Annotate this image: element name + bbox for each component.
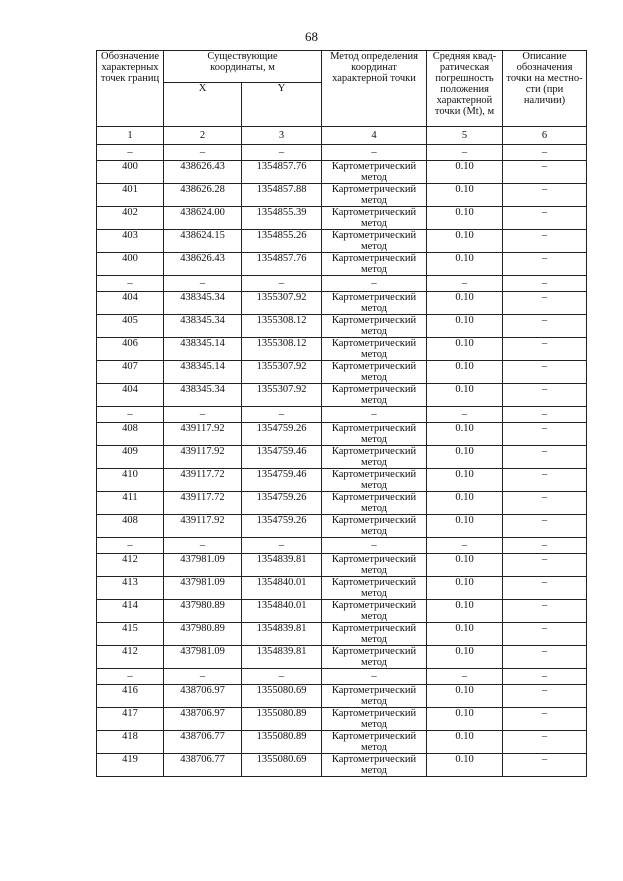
mt-cell: 0.10 (427, 207, 503, 230)
point-id-cell: 404 (97, 384, 164, 407)
separator-cell: – (242, 145, 322, 161)
separator-cell: – (322, 276, 427, 292)
method-cell: Картометрический метод (322, 554, 427, 577)
method-cell: Картометрический метод (322, 646, 427, 669)
table-row (97, 361, 587, 384)
mt-cell: 0.10 (427, 515, 503, 538)
table-row (97, 708, 587, 731)
description-cell: – (503, 623, 587, 646)
mt-cell: 0.10 (427, 361, 503, 384)
x-coordinate-cell: 438345.34 (164, 384, 242, 407)
method-cell: Картометрический метод (322, 685, 427, 708)
x-coordinate-cell: 438626.43 (164, 161, 242, 184)
description-cell: – (503, 685, 587, 708)
header-description: Описание обозначения точки на местно- сти (при наличии) (503, 51, 587, 127)
mt-cell: 0.10 (427, 646, 503, 669)
separator-cell: – (427, 145, 503, 161)
description-cell: – (503, 554, 587, 577)
point-id-cell: 418 (97, 731, 164, 754)
description-cell: – (503, 423, 587, 446)
y-coordinate-cell: 1354840.01 (242, 600, 322, 623)
column-number: 2 (164, 127, 242, 145)
description-cell: – (503, 600, 587, 623)
description-cell: – (503, 731, 587, 754)
y-coordinate-cell: 1355080.69 (242, 754, 322, 777)
point-id-cell: 405 (97, 315, 164, 338)
separator-row (97, 145, 587, 161)
separator-cell: – (164, 145, 242, 161)
table-row (97, 731, 587, 754)
table-body (97, 145, 587, 777)
point-id-cell: 410 (97, 469, 164, 492)
description-cell: – (503, 230, 587, 253)
method-cell: Картометрический метод (322, 338, 427, 361)
x-coordinate-cell: 438706.97 (164, 685, 242, 708)
table-row (97, 161, 587, 184)
method-cell: Картометрический метод (322, 708, 427, 731)
separator-cell: – (242, 276, 322, 292)
y-coordinate-cell: 1355080.89 (242, 708, 322, 731)
column-numbers-row (97, 127, 587, 145)
table-row (97, 423, 587, 446)
separator-cell: – (503, 276, 587, 292)
y-coordinate-cell: 1355307.92 (242, 384, 322, 407)
y-coordinate-cell: 1354759.46 (242, 469, 322, 492)
separator-cell: – (97, 407, 164, 423)
method-cell: Картометрический метод (322, 161, 427, 184)
x-coordinate-cell: 439117.92 (164, 423, 242, 446)
description-cell: – (503, 708, 587, 731)
separator-cell: – (242, 538, 322, 554)
y-coordinate-cell: 1354839.81 (242, 554, 322, 577)
method-cell: Картометрический метод (322, 492, 427, 515)
point-id-cell: 412 (97, 646, 164, 669)
y-coordinate-cell: 1354759.26 (242, 423, 322, 446)
column-number: 3 (242, 127, 322, 145)
x-coordinate-cell: 439117.92 (164, 446, 242, 469)
mt-cell: 0.10 (427, 253, 503, 276)
table-row (97, 253, 587, 276)
separator-cell: – (322, 669, 427, 685)
x-coordinate-cell: 437980.89 (164, 623, 242, 646)
header-y: Y (242, 83, 322, 127)
point-id-cell: 408 (97, 515, 164, 538)
mt-cell: 0.10 (427, 492, 503, 515)
mt-cell: 0.10 (427, 685, 503, 708)
table-row (97, 469, 587, 492)
description-cell: – (503, 292, 587, 315)
table-row (97, 384, 587, 407)
separator-cell: – (427, 407, 503, 423)
x-coordinate-cell: 437981.09 (164, 554, 242, 577)
mt-cell: 0.10 (427, 384, 503, 407)
separator-cell: – (97, 538, 164, 554)
point-id-cell: 403 (97, 230, 164, 253)
point-id-cell: 409 (97, 446, 164, 469)
method-cell: Картометрический метод (322, 446, 427, 469)
table-row (97, 338, 587, 361)
separator-cell: – (503, 669, 587, 685)
y-coordinate-cell: 1355080.69 (242, 685, 322, 708)
method-cell: Картометрический метод (322, 577, 427, 600)
separator-cell: – (427, 538, 503, 554)
separator-cell: – (242, 407, 322, 423)
method-cell: Картометрический метод (322, 315, 427, 338)
x-coordinate-cell: 437980.89 (164, 600, 242, 623)
separator-cell: – (164, 538, 242, 554)
method-cell: Картометрический метод (322, 515, 427, 538)
description-cell: – (503, 253, 587, 276)
description-cell: – (503, 515, 587, 538)
x-coordinate-cell: 438706.97 (164, 708, 242, 731)
description-cell: – (503, 161, 587, 184)
table-row (97, 184, 587, 207)
y-coordinate-cell: 1354759.46 (242, 446, 322, 469)
point-id-cell: 400 (97, 161, 164, 184)
point-id-cell: 400 (97, 253, 164, 276)
method-cell: Картометрический метод (322, 423, 427, 446)
column-number: 1 (97, 127, 164, 145)
header-mean-square-error: Средняя квад- ратическая погрешность положения характерной точки (Mt), м (427, 51, 503, 127)
mt-cell: 0.10 (427, 600, 503, 623)
point-id-cell: 407 (97, 361, 164, 384)
table-row (97, 623, 587, 646)
description-cell: – (503, 577, 587, 600)
x-coordinate-cell: 438626.43 (164, 253, 242, 276)
point-id-cell: 415 (97, 623, 164, 646)
mt-cell: 0.10 (427, 161, 503, 184)
column-number: 6 (503, 127, 587, 145)
point-id-cell: 402 (97, 207, 164, 230)
table-row (97, 515, 587, 538)
point-id-cell: 411 (97, 492, 164, 515)
x-coordinate-cell: 438345.34 (164, 315, 242, 338)
separator-cell: – (242, 669, 322, 685)
separator-cell: – (164, 276, 242, 292)
table-row (97, 646, 587, 669)
mt-cell: 0.10 (427, 754, 503, 777)
point-id-cell: 417 (97, 708, 164, 731)
x-coordinate-cell: 439117.92 (164, 515, 242, 538)
method-cell: Картометрический метод (322, 292, 427, 315)
y-coordinate-cell: 1354857.88 (242, 184, 322, 207)
separator-cell: – (164, 407, 242, 423)
boundary-points-table (96, 50, 587, 777)
separator-cell: – (503, 538, 587, 554)
table-row (97, 685, 587, 708)
description-cell: – (503, 361, 587, 384)
mt-cell: 0.10 (427, 577, 503, 600)
separator-cell: – (503, 145, 587, 161)
separator-cell: – (164, 669, 242, 685)
mt-cell: 0.10 (427, 623, 503, 646)
y-coordinate-cell: 1354857.76 (242, 253, 322, 276)
method-cell: Картометрический метод (322, 361, 427, 384)
mt-cell: 0.10 (427, 292, 503, 315)
method-cell: Картометрический метод (322, 469, 427, 492)
description-cell: – (503, 384, 587, 407)
separator-cell: – (322, 407, 427, 423)
point-id-cell: 416 (97, 685, 164, 708)
y-coordinate-cell: 1355080.89 (242, 731, 322, 754)
y-coordinate-cell: 1355308.12 (242, 338, 322, 361)
header-existing-coordinates: Существующие координаты, м (164, 51, 322, 83)
method-cell: Картометрический метод (322, 184, 427, 207)
point-id-cell: 414 (97, 600, 164, 623)
method-cell: Картометрический метод (322, 600, 427, 623)
x-coordinate-cell: 437981.09 (164, 577, 242, 600)
separator-cell: – (427, 276, 503, 292)
table-row (97, 292, 587, 315)
mt-cell: 0.10 (427, 731, 503, 754)
x-coordinate-cell: 438345.14 (164, 361, 242, 384)
x-coordinate-cell: 438706.77 (164, 754, 242, 777)
point-id-cell: 408 (97, 423, 164, 446)
method-cell: Картометрический метод (322, 253, 427, 276)
point-id-cell: 404 (97, 292, 164, 315)
separator-cell: – (97, 669, 164, 685)
column-number: 5 (427, 127, 503, 145)
y-coordinate-cell: 1354839.81 (242, 646, 322, 669)
page-number: 68 (305, 29, 318, 44)
table-row (97, 492, 587, 515)
x-coordinate-cell: 439117.72 (164, 469, 242, 492)
table-row (97, 315, 587, 338)
x-coordinate-cell: 437981.09 (164, 646, 242, 669)
y-coordinate-cell: 1355307.92 (242, 361, 322, 384)
table-row (97, 207, 587, 230)
method-cell: Картометрический метод (322, 754, 427, 777)
x-coordinate-cell: 438624.00 (164, 207, 242, 230)
point-id-cell: 413 (97, 577, 164, 600)
x-coordinate-cell: 438624.15 (164, 230, 242, 253)
header-point-designation: Обозначение характерных точек границ (97, 51, 164, 127)
separator-cell: – (322, 145, 427, 161)
y-coordinate-cell: 1355308.12 (242, 315, 322, 338)
x-coordinate-cell: 439117.72 (164, 492, 242, 515)
table-row (97, 577, 587, 600)
x-coordinate-cell: 438706.77 (164, 731, 242, 754)
separator-cell: – (503, 407, 587, 423)
table-row (97, 230, 587, 253)
y-coordinate-cell: 1354855.26 (242, 230, 322, 253)
method-cell: Картометрический метод (322, 384, 427, 407)
y-coordinate-cell: 1354840.01 (242, 577, 322, 600)
mt-cell: 0.10 (427, 315, 503, 338)
description-cell: – (503, 446, 587, 469)
description-cell: – (503, 338, 587, 361)
y-coordinate-cell: 1354855.39 (242, 207, 322, 230)
method-cell: Картометрический метод (322, 207, 427, 230)
table-row (97, 554, 587, 577)
mt-cell: 0.10 (427, 554, 503, 577)
y-coordinate-cell: 1354857.76 (242, 161, 322, 184)
separator-row (97, 276, 587, 292)
x-coordinate-cell: 438345.34 (164, 292, 242, 315)
description-cell: – (503, 207, 587, 230)
mt-cell: 0.10 (427, 338, 503, 361)
y-coordinate-cell: 1354839.81 (242, 623, 322, 646)
mt-cell: 0.10 (427, 184, 503, 207)
separator-cell: – (97, 145, 164, 161)
mt-cell: 0.10 (427, 469, 503, 492)
separator-row (97, 669, 587, 685)
point-id-cell: 406 (97, 338, 164, 361)
header-method: Метод определения координат характерной точки (322, 51, 427, 127)
separator-cell: – (322, 538, 427, 554)
x-coordinate-cell: 438626.28 (164, 184, 242, 207)
method-cell: Картометрический метод (322, 623, 427, 646)
point-id-cell: 419 (97, 754, 164, 777)
mt-cell: 0.10 (427, 423, 503, 446)
x-coordinate-cell: 438345.14 (164, 338, 242, 361)
separator-cell: – (427, 669, 503, 685)
separator-row (97, 407, 587, 423)
mt-cell: 0.10 (427, 230, 503, 253)
method-cell: Картометрический метод (322, 230, 427, 253)
header-x: X (164, 83, 242, 127)
description-cell: – (503, 754, 587, 777)
y-coordinate-cell: 1354759.26 (242, 515, 322, 538)
column-number: 4 (322, 127, 427, 145)
separator-cell: – (97, 276, 164, 292)
method-cell: Картометрический метод (322, 731, 427, 754)
table-row (97, 754, 587, 777)
description-cell: – (503, 184, 587, 207)
separator-row (97, 538, 587, 554)
y-coordinate-cell: 1355307.92 (242, 292, 322, 315)
mt-cell: 0.10 (427, 446, 503, 469)
description-cell: – (503, 469, 587, 492)
point-id-cell: 401 (97, 184, 164, 207)
y-coordinate-cell: 1354759.26 (242, 492, 322, 515)
table-row (97, 446, 587, 469)
point-id-cell: 412 (97, 554, 164, 577)
mt-cell: 0.10 (427, 708, 503, 731)
description-cell: – (503, 492, 587, 515)
description-cell: – (503, 646, 587, 669)
table-row (97, 600, 587, 623)
description-cell: – (503, 315, 587, 338)
